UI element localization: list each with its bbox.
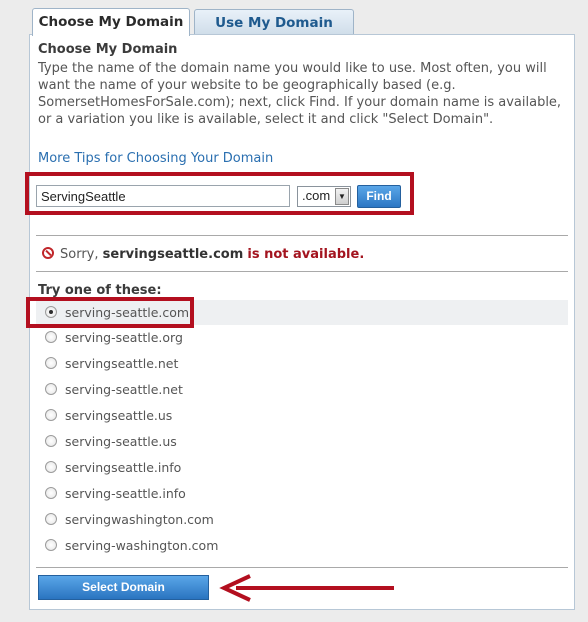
domain-option-label: servingseattle.us — [65, 408, 173, 423]
divider — [36, 567, 568, 568]
domain-option[interactable] — [36, 429, 568, 454]
domain-option[interactable] — [36, 481, 568, 506]
radio-button[interactable] — [45, 357, 57, 369]
status-domain: servingseattle.com — [102, 247, 244, 262]
select-domain-button[interactable]: Select Domain — [38, 575, 209, 600]
panel-heading: Choose My Domain — [38, 42, 178, 57]
domain-option[interactable] — [36, 455, 568, 480]
domain-option[interactable] — [36, 377, 568, 402]
panel-description: Type the name of the domain name you would like to use. Most often, you will want the name of your website to be geographically based (e.g. SomersetHomesForSale.com); next, click Find. If your domain name is available, or a variation you like is available, select it and click "Select Domain". — [38, 61, 562, 127]
tab-use-my-domain[interactable]: Use My Domain — [194, 9, 354, 35]
find-button[interactable]: Find — [357, 185, 401, 208]
status-suffix: is not available. — [247, 247, 365, 262]
chevron-down-icon[interactable]: ▼ — [335, 188, 349, 205]
domain-name-input[interactable] — [36, 185, 290, 207]
domain-option-label: serving-seattle.net — [65, 382, 183, 397]
tld-select-value: .com — [302, 188, 331, 203]
domain-option-label: serving-seattle.org — [65, 330, 183, 345]
radio-button[interactable] — [45, 383, 57, 395]
domain-option-label: serving-seattle.us — [65, 434, 177, 449]
arrow-left-icon — [216, 573, 396, 603]
domain-option-label: servingwashington.com — [65, 512, 214, 527]
domain-option[interactable] — [36, 351, 568, 376]
domain-option-label: servingseattle.net — [65, 356, 179, 371]
domain-option-label: serving-washington.com — [65, 538, 219, 553]
domain-option-label: serving-seattle.com — [65, 305, 190, 320]
suggestions-heading: Try one of these: — [38, 283, 162, 298]
divider — [36, 235, 568, 236]
domain-option[interactable] — [36, 325, 568, 350]
tips-link[interactable]: More Tips for Choosing Your Domain — [38, 151, 274, 166]
divider — [36, 271, 568, 272]
radio-button[interactable] — [45, 435, 57, 447]
tld-select[interactable] — [297, 186, 351, 207]
availability-status — [42, 247, 364, 262]
domain-option-label: servingseattle.info — [65, 460, 182, 475]
status-prefix: Sorry, — [60, 247, 99, 262]
radio-button[interactable] — [45, 487, 57, 499]
choose-domain-panel — [29, 34, 575, 610]
option-highlight-box — [26, 297, 194, 328]
tab-choose-my-domain[interactable]: Choose My Domain — [32, 8, 190, 36]
radio-button[interactable] — [45, 461, 57, 473]
domain-option[interactable] — [36, 403, 568, 428]
radio-button[interactable] — [45, 513, 57, 525]
domain-option[interactable] — [36, 533, 568, 558]
radio-button[interactable] — [45, 539, 57, 551]
radio-button[interactable] — [45, 331, 57, 343]
radio-button[interactable] — [45, 409, 57, 421]
domain-option[interactable] — [36, 507, 568, 532]
domain-option-label: serving-seattle.info — [65, 486, 186, 501]
not-available-icon — [42, 247, 54, 259]
